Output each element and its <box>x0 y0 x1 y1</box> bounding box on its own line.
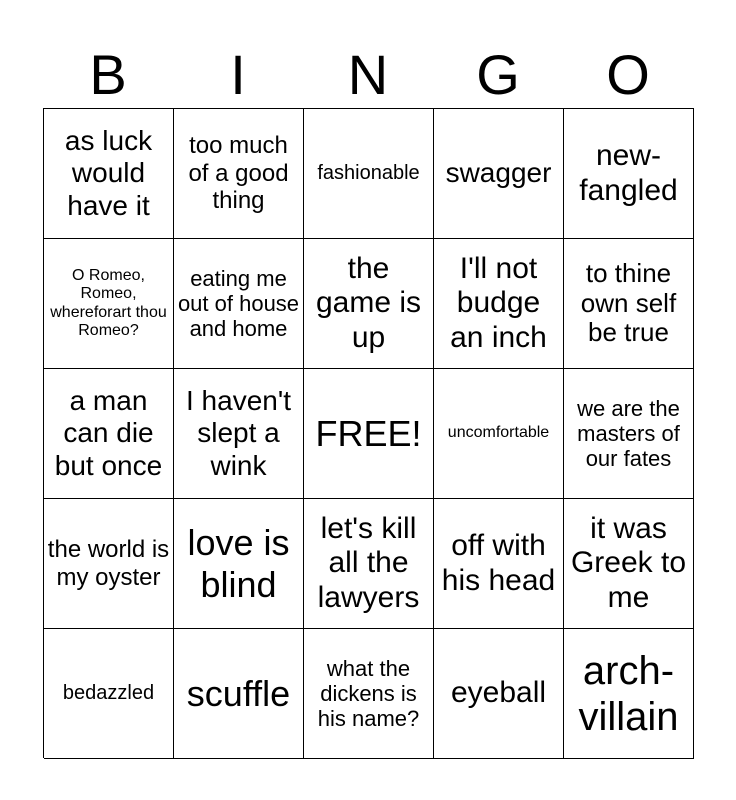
bingo-header <box>43 42 693 108</box>
header-letter-g: G <box>476 43 520 106</box>
cell-text: new-fangled <box>579 139 678 207</box>
bingo-cell[interactable] <box>44 109 174 239</box>
header-letter-n: N <box>347 43 389 106</box>
cell-text: too much of a good thing <box>188 132 289 215</box>
cell-text: we are the masters of our fates <box>577 395 680 472</box>
bingo-cell[interactable] <box>174 109 304 239</box>
cell-text: a man can die but once <box>54 385 163 481</box>
cell-text: FREE! <box>315 412 422 454</box>
bingo-cell[interactable] <box>564 499 694 629</box>
bingo-cell[interactable] <box>434 629 564 759</box>
cell-text: the world is my oyster <box>47 535 170 591</box>
cell-text: eyeball <box>450 676 547 710</box>
cell-text: off with his head <box>441 529 556 597</box>
bingo-cell[interactable] <box>564 369 694 499</box>
cell-text: the game is up <box>315 251 422 354</box>
cell-text: let's kill all the lawyers <box>317 511 420 614</box>
bingo-cell[interactable] <box>44 369 174 499</box>
cell-text: O Romeo, Romeo, whereforart thou Romeo? <box>50 266 167 339</box>
bingo-cell[interactable] <box>434 109 564 239</box>
cell-text: fashionable <box>317 162 420 184</box>
cell-text: eating me out of house and home <box>177 265 300 342</box>
bingo-cell[interactable] <box>174 369 304 499</box>
bingo-cell[interactable] <box>44 629 174 759</box>
cell-text: to thine own self be true <box>580 257 677 348</box>
bingo-board <box>43 108 694 758</box>
bingo-cell[interactable] <box>174 499 304 629</box>
bingo-cell[interactable] <box>174 239 304 369</box>
cell-text: as luck would have it <box>64 125 153 221</box>
cell-text: it was Greek to me <box>570 511 687 614</box>
bingo-cell[interactable] <box>434 369 564 499</box>
bingo-cell[interactable] <box>564 239 694 369</box>
cell-text: I'll not budge an inch <box>450 251 547 354</box>
bingo-cell[interactable] <box>174 629 304 759</box>
bingo-cell[interactable] <box>434 499 564 629</box>
bingo-cell[interactable] <box>44 499 174 629</box>
bingo-cell[interactable] <box>44 239 174 369</box>
cell-text: I haven't slept a wink <box>186 385 291 481</box>
cell-text: what the dickens is his name? <box>317 655 420 732</box>
bingo-cell[interactable] <box>304 499 434 629</box>
cell-text: love is blind <box>187 522 290 605</box>
cell-text: bedazzled <box>62 682 155 704</box>
header-letter-o: O <box>606 43 650 106</box>
cell-text: uncomfortable <box>447 424 550 442</box>
cell-text: scuffle <box>186 672 291 714</box>
bingo-cell[interactable] <box>564 629 694 759</box>
free-space-cell[interactable] <box>304 369 434 499</box>
cell-text: arch-villain <box>578 648 679 739</box>
bingo-cell[interactable] <box>564 109 694 239</box>
bingo-cell[interactable] <box>434 239 564 369</box>
header-letter-b: B <box>89 43 127 106</box>
bingo-cell[interactable] <box>304 239 434 369</box>
cell-text: swagger <box>445 157 552 189</box>
bingo-cell[interactable] <box>304 629 434 759</box>
header-letter-i: I <box>230 43 246 106</box>
bingo-cell[interactable] <box>304 109 434 239</box>
